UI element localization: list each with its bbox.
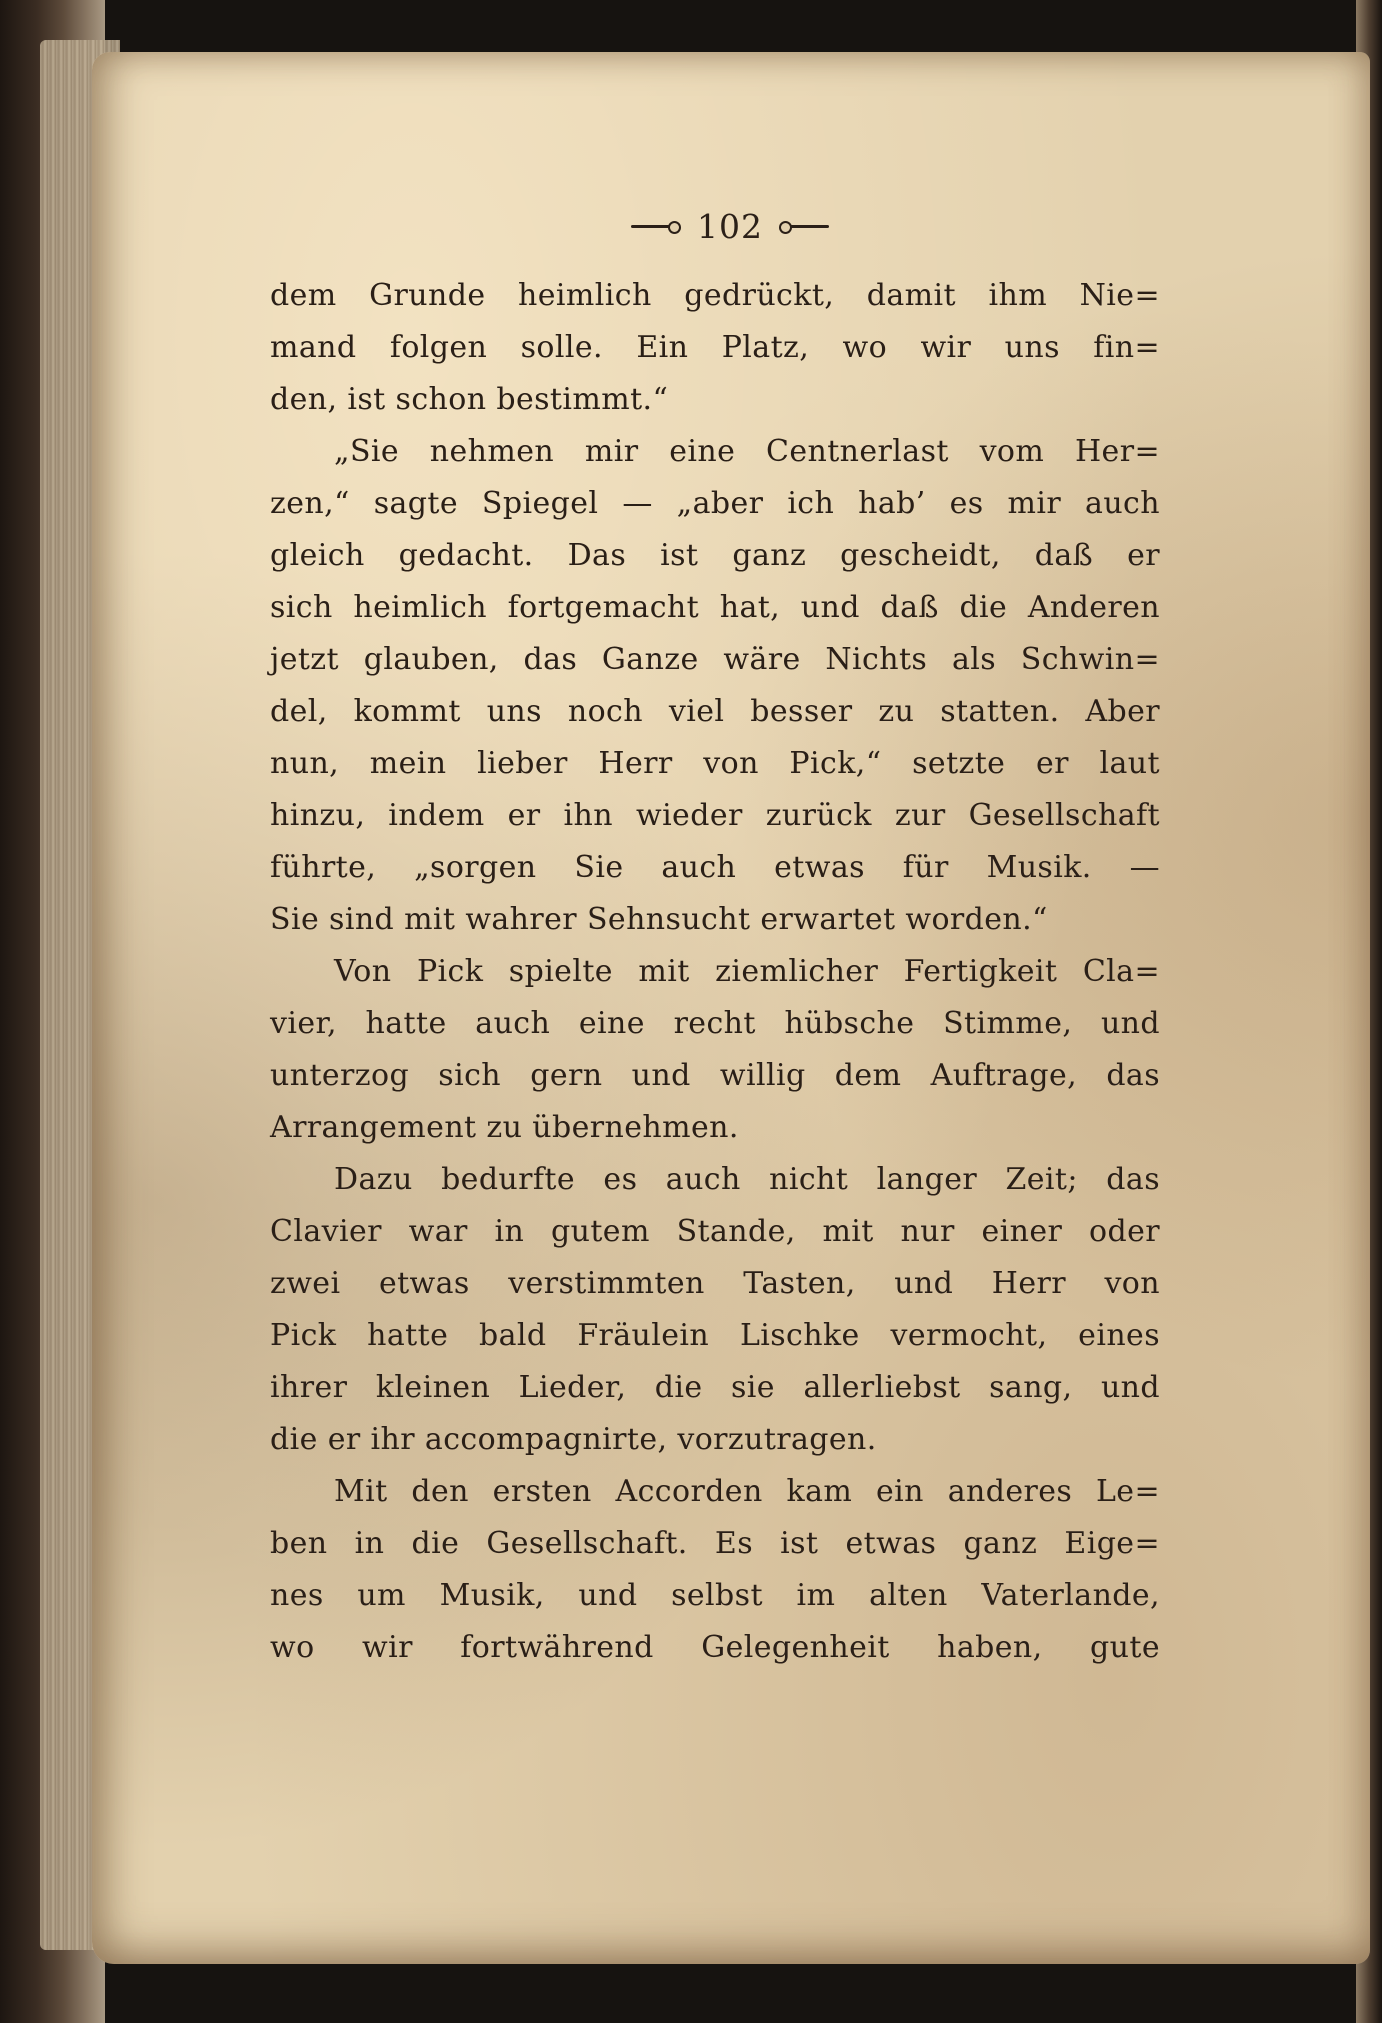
text-line: Pick hatte bald Fräulein Lischke vermocht, eines: [270, 1318, 1160, 1353]
text-line: dem Grunde heimlich gedrückt, damit ihm Nie=: [270, 278, 1160, 313]
text-line: sich heimlich fortgemacht hat, und daß die Anderen: [270, 590, 1160, 625]
text-line: hinzu, indem er ihn wieder zurück zur Gesellschaft: [270, 798, 1160, 833]
text-line: unterzog sich gern und willig dem Auftrage, das: [270, 1058, 1160, 1093]
header-ornament-right: [785, 225, 829, 228]
text-line: wo wir fortwährend Gelegenheit haben, gute: [270, 1630, 1160, 1665]
text-line: „Sie nehmen mir eine Centnerlast vom Her=: [334, 434, 1160, 469]
text-line: nun, mein lieber Herr von Pick,“ setzte er laut: [270, 746, 1160, 781]
page-header: [600, 198, 860, 254]
text-line: Sie sind mit wahrer Sehnsucht erwartet worden.“: [270, 902, 1048, 937]
text-line: zwei etwas verstimmten Tasten, und Herr von: [270, 1266, 1160, 1301]
text-line: ihrer kleinen Lieder, die sie allerliebst sang, und: [270, 1370, 1160, 1405]
text-line: Arrangement zu übernehmen.: [270, 1110, 739, 1145]
text-line: ben in die Gesellschaft. Es ist etwas ganz Eige=: [270, 1526, 1160, 1561]
text-line: die er ihr accompagnirte, vorzutragen.: [270, 1422, 877, 1457]
text-line: den, ist schon bestimmt.“: [270, 382, 669, 417]
page-number: 102: [697, 206, 763, 246]
text-line: gleich gedacht. Das ist ganz gescheidt, daß er: [270, 538, 1160, 573]
text-line: jetzt glauben, das Ganze wäre Nichts als Schwin=: [270, 642, 1160, 677]
text-line: führte, „sorgen Sie auch etwas für Musik. —: [270, 850, 1160, 885]
text-line: vier, hatte auch eine recht hübsche Stimme, und: [270, 1006, 1160, 1041]
body-text: [270, 270, 1160, 1674]
text-line: Clavier war in gutem Stande, mit nur einer oder: [270, 1214, 1160, 1249]
text-line: Von Pick spielte mit ziemlicher Fertigkeit Cla=: [334, 954, 1160, 989]
text-line: del, kommt uns noch viel besser zu statten. Aber: [270, 694, 1160, 729]
text-line: Dazu bedurfte es auch nicht langer Zeit; das: [334, 1162, 1160, 1197]
text-line: zen,“ sagte Spiegel — „aber ich hab’ es mir auch: [270, 486, 1160, 521]
text-line: nes um Musik, und selbst im alten Vaterlande,: [270, 1578, 1160, 1613]
text-line: Mit den ersten Accorden kam ein anderes Le=: [334, 1474, 1160, 1509]
header-ornament-left: [631, 225, 675, 228]
text-line: mand folgen solle. Ein Platz, wo wir uns fin=: [270, 330, 1160, 365]
